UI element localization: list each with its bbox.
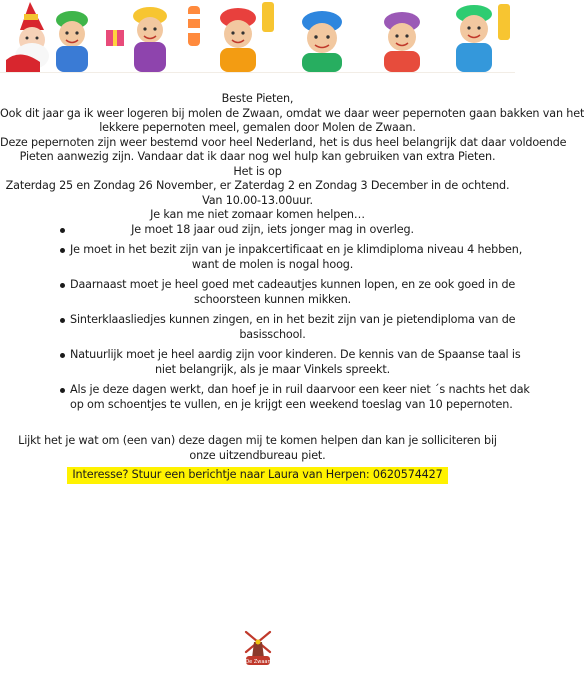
- illustration-banner: [0, 0, 515, 72]
- piet-icon: [220, 8, 256, 72]
- contact-block: [0, 467, 515, 484]
- list-item-text: Je moet in het bezit zijn van je inpakcertificaat en je klimdiploma niveau 4 hebben,: [70, 243, 523, 256]
- requirements-list: [0, 222, 530, 413]
- paragraph-line: lekkere pepernoten meel, gemalen door Molen de Zwaan.: [99, 121, 416, 134]
- list-item-continuation: [0, 328, 515, 343]
- bullet-icon: [60, 318, 65, 323]
- list-item-text: op om schoentjes te vullen, en je krijgt een weekend toeslag van 10 pepernoten.: [70, 397, 513, 411]
- bullet-icon: [60, 283, 65, 288]
- bullet-icon: [60, 353, 65, 358]
- list-item-text: basisschool.: [239, 327, 306, 341]
- list-item-continuation: [0, 258, 515, 273]
- bullet-icon: [60, 388, 65, 393]
- list-item-text: schoorsteen kunnen mikken.: [193, 292, 352, 306]
- header-banner: [0, 0, 515, 73]
- list-item-continuation: [0, 398, 515, 413]
- list-item-continuation: [0, 363, 515, 378]
- candy-icon: [188, 6, 200, 46]
- list-item-text: Sinterklaasliedjes kunnen zingen, en in het bezit zijn van je pietendiploma van de: [70, 313, 516, 326]
- greeting: Beste Pieten,: [221, 92, 294, 105]
- piet-icon: [384, 12, 420, 72]
- paragraph-line: Ook dit jaar ga ik weer logeren bij molen de Zwaan, omdat we daar weer pepernoten gaan bakken van het: [0, 106, 584, 120]
- list-item: [0, 383, 530, 398]
- requirements-intro: Je kan me niet zomaar komen helpen…: [150, 208, 365, 221]
- contact-highlight: Interesse? Stuur een berichtje naar Laura van Herpen: 0620574427: [67, 467, 447, 484]
- piet-icon: [262, 2, 342, 72]
- bullet-icon: [60, 248, 65, 253]
- event-heading: Het is op: [233, 164, 282, 178]
- list-item-text: Natuurlijk moet je heel aardig zijn voor kinderen. De kennis van de Spaanse taal is: [70, 348, 521, 361]
- list-item: [0, 223, 515, 238]
- piet-icon: [56, 11, 88, 72]
- letter-body: [0, 92, 584, 484]
- gift-icon: [106, 30, 124, 46]
- list-item-text: niet belangrijk, als je maar Vinkels spreekt.: [154, 362, 390, 376]
- sinterklaas-icon: [6, 2, 49, 72]
- paragraph-line: Deze pepernoten zijn weer bestemd voor heel Nederland, het is dus heel belangrijk dat daar voldoende: [0, 135, 567, 149]
- paragraph-line: Pieten aanwezig zijn. Vandaar dat ik daar nog wel hulp kan gebruiken van extra Pieten.: [19, 150, 496, 163]
- list-item: [0, 243, 523, 258]
- list-item: [0, 348, 521, 363]
- event-dates: Zaterdag 25 en Zondag 26 November, er Zaterdag 2 en Zondag 3 December in de ochtend.: [5, 179, 510, 192]
- event-time: Van 10.00-13.00uur.: [202, 193, 313, 207]
- piet-icon: [133, 7, 167, 72]
- windmill-logo-icon: [240, 628, 276, 668]
- list-item: [0, 313, 515, 328]
- list-item-text: Als je deze dagen werkt, dan hoef je in ruil daarvoor een keer niet ´s nachts het dak: [70, 383, 530, 396]
- piet-icon: [456, 4, 510, 72]
- list-item-text: Daarnaast moet je heel goed met cadeautjes kunnen lopen, en ze ook goed in de: [70, 278, 516, 291]
- list-item-text: Je moet 18 jaar oud zijn, iets jonger mag in overleg.: [131, 222, 414, 236]
- closing-line: Lijkt het je wat om (een van) deze dagen mij te komen helpen dan kan je solliciteren bij: [18, 434, 497, 447]
- closing-line: onze uitzendbureau piet.: [189, 448, 326, 462]
- bullet-icon: [60, 228, 65, 233]
- list-item: [0, 278, 515, 293]
- list-item-text: want de molen is nogal hoog.: [191, 257, 354, 271]
- list-item-continuation: [0, 293, 515, 308]
- logo-text: De Zwaan: [245, 659, 271, 665]
